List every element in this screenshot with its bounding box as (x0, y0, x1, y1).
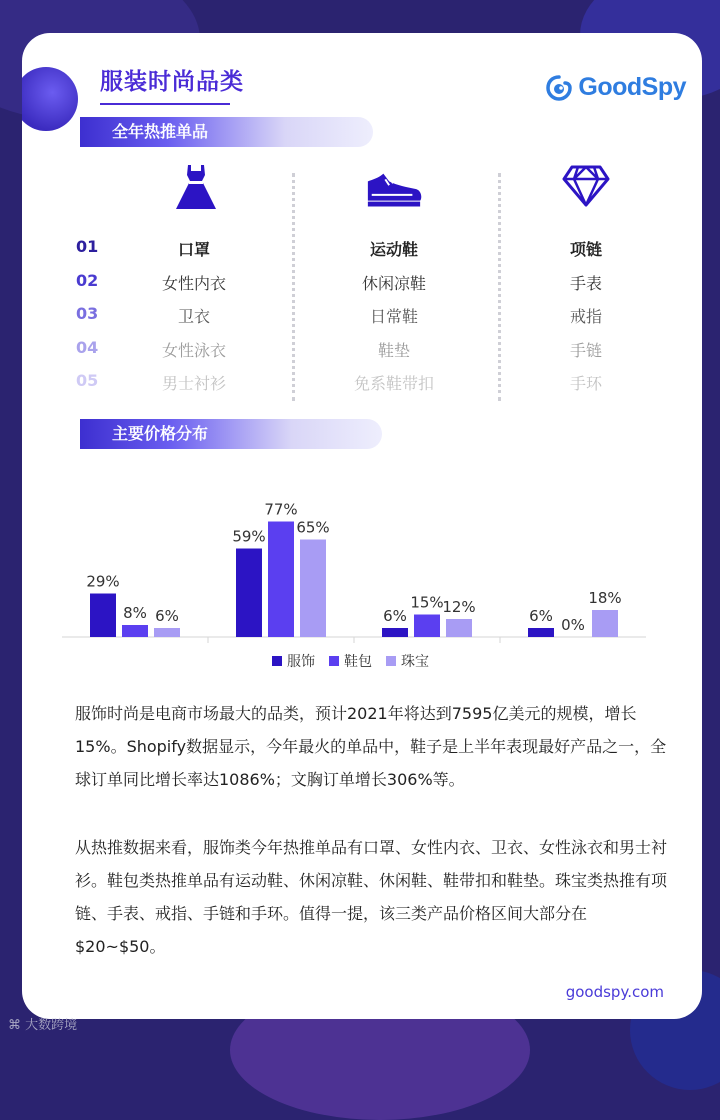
column-divider (498, 173, 501, 401)
legend-label: 服饰 (287, 654, 315, 670)
data-label: 77% (264, 500, 298, 519)
chart-legend (272, 651, 429, 671)
bar (300, 540, 326, 638)
legend-swatch (329, 656, 339, 666)
data-label: 0% (561, 616, 585, 634)
bar (268, 522, 294, 638)
logo-text: GoodSpy (578, 73, 686, 101)
section-title-price: 主要价格分布 (80, 419, 382, 449)
diamond-icon (556, 163, 616, 215)
product-item: 日常鞋 (369, 307, 418, 326)
logo (546, 73, 686, 102)
watermark-text: 大数跨境 (25, 1018, 78, 1033)
product-item: 女性内衣 (161, 273, 226, 293)
data-label: 6% (155, 607, 179, 625)
rank-number: 05 (76, 371, 99, 390)
site-link[interactable]: goodspy.com (565, 983, 664, 1001)
product-item: 免系鞋带扣 (353, 374, 434, 393)
rank-number: 01 (76, 237, 99, 256)
price-distribution-chart (22, 453, 702, 653)
rank-number: 03 (76, 304, 99, 323)
decorative-ball (22, 67, 78, 131)
legend-item (386, 651, 429, 671)
legend-item (272, 651, 315, 671)
goodspy-logo-icon (546, 75, 572, 101)
bar (446, 619, 472, 637)
dress-icon (166, 163, 226, 215)
product-item: 手环 (569, 374, 602, 393)
page-title: 服装时尚品类 (100, 69, 244, 95)
data-label: 6% (529, 607, 553, 625)
legend-item (329, 651, 372, 671)
watermark-logo-icon: ⌘ (8, 1018, 21, 1033)
product-item: 男士衬衫 (161, 374, 226, 393)
bar (414, 615, 440, 638)
data-label: 18% (588, 589, 622, 607)
data-label: 59% (232, 527, 266, 546)
legend-label: 鞋包 (344, 654, 372, 670)
legend-swatch (386, 656, 396, 666)
bar (122, 625, 148, 637)
content-card (22, 33, 702, 1019)
paragraph-2: 从热推数据来看，服饰类今年热推单品有口罩、女性内衣、卫衣、女性泳衣和男士衬衫。鞋包类热推单品有运动鞋、休闲凉鞋、休闲鞋、鞋带扣和鞋垫。珠宝类热推有项链、手表、戒指、手链和手环。值得一提，该三类产品价格区间大部分在$20~$50。 (75, 838, 668, 956)
product-item: 手表 (569, 273, 602, 293)
data-label: 15% (410, 593, 444, 612)
shoe-icon (364, 163, 424, 215)
product-item: 女性泳衣 (161, 340, 226, 360)
bar (154, 628, 180, 637)
bar (236, 549, 262, 638)
data-label: 65% (296, 518, 330, 537)
product-item: 戒指 (569, 307, 602, 326)
section-title-products: 全年热推单品 (80, 117, 373, 147)
rank-number: 04 (76, 337, 99, 357)
product-item: 卫衣 (177, 307, 210, 326)
column-divider (292, 173, 295, 401)
paragraph-1: 服饰时尚是电商市场最大的品类，预计2021年将达到7595亿美元的规模，增长15%。Shopify数据显示，今年最火的单品中，鞋子是上半年表现最好产品之一，全球订单同比增长率达1086%；文胸订单增长306%等。 (75, 704, 667, 789)
bar (382, 628, 408, 637)
rank-number: 02 (76, 270, 99, 290)
bar (90, 594, 116, 638)
product-item: 鞋垫 (377, 340, 410, 360)
product-item: 运动鞋 (369, 240, 418, 259)
bar (528, 628, 554, 637)
bar (592, 610, 618, 637)
data-label: 12% (442, 598, 476, 616)
legend-label: 珠宝 (401, 654, 429, 670)
product-item: 项链 (569, 240, 602, 259)
product-item: 口罩 (177, 240, 210, 259)
title-underline (100, 103, 230, 105)
product-item: 休闲凉鞋 (361, 273, 426, 293)
product-item: 手链 (569, 340, 602, 360)
legend-swatch (272, 656, 282, 666)
watermark (8, 1014, 77, 1033)
data-label: 6% (383, 607, 407, 625)
data-label: 29% (86, 572, 120, 591)
data-label: 8% (123, 604, 147, 622)
